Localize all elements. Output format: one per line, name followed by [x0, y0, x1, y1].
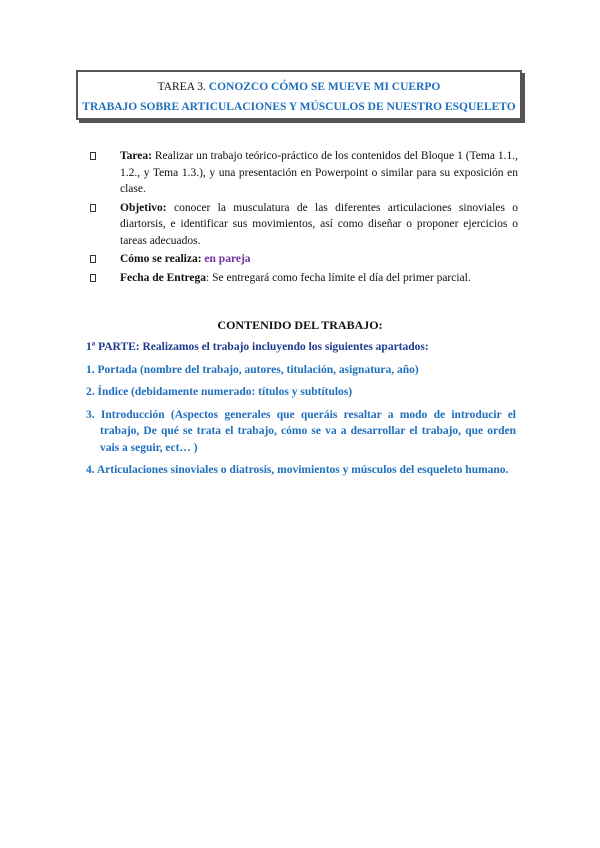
title-box [76, 70, 522, 120]
bullet-box-icon [90, 204, 96, 212]
objetivo-text: conocer la musculatura de las diferentes articulaciones sinoviales o diartorsis, e identificar sus movimientos, así como diseñar o proponer ejercicios o tareas adecuados. [120, 201, 518, 247]
bullet-box-icon [90, 152, 96, 160]
bullet-box-icon [90, 255, 96, 263]
como-value: en pareja [201, 253, 251, 265]
list-item-objetivo [88, 200, 518, 250]
objetivo-label: Objetivo: [120, 201, 167, 214]
fecha-text: : Se entregará como fecha límite el día del primer parcial. [206, 271, 471, 284]
list-item-tarea [88, 148, 518, 198]
tarea-text: Realizar un trabajo teórico-práctico de los contenidos del Bloque 1 (Tema 1.1., 1.2., y Tema 1.3.), y una presentación en Powerpoint o similar para su exposición en clase. [120, 150, 518, 195]
part-heading: 1ª PARTE: Realizamos el trabajo incluyendo los siguientes apartados: [86, 341, 429, 353]
content-item-introduccion: 3. Introducción (Aspectos generales que queráis resaltar a modo de introducir el trabajo, De qué se trata el trabajo, cómo se va a desarrollar el trabajo, que orden vais a seguir, ect… ) [86, 408, 516, 454]
bullet-box-icon [90, 274, 96, 282]
list-item-fecha [88, 270, 518, 287]
content-item-indice: 2. Índice (debidamente numerado: títulos y subtítulos) [86, 386, 353, 398]
section-heading: CONTENIDO DEL TRABAJO: [217, 318, 383, 332]
tarea-label: Tarea: [120, 150, 152, 162]
task-subtitle: TRABAJO SOBRE ARTICULACIONES Y MÚSCULOS DE NUESTRO ESQUELETO [82, 101, 516, 113]
content-section [86, 339, 516, 485]
task-details-list [88, 148, 518, 288]
content-item-articulaciones: 4. Articulaciones sinoviales o diatrosis, movimientos y músculos del esqueleto humano. [86, 464, 509, 476]
content-item-portada: 1. Portada (nombre del trabajo, autores, titulación, asignatura, año) [86, 363, 419, 376]
task-number: TAREA 3. [157, 81, 206, 93]
task-title: CONOZCO CÓMO SE MUEVE MI CUERPO [208, 81, 441, 93]
task-heading [78, 81, 520, 93]
list-item-como [88, 251, 518, 268]
como-label: Cómo se realiza: [120, 253, 202, 265]
fecha-label: Fecha de Entrega [120, 271, 207, 284]
